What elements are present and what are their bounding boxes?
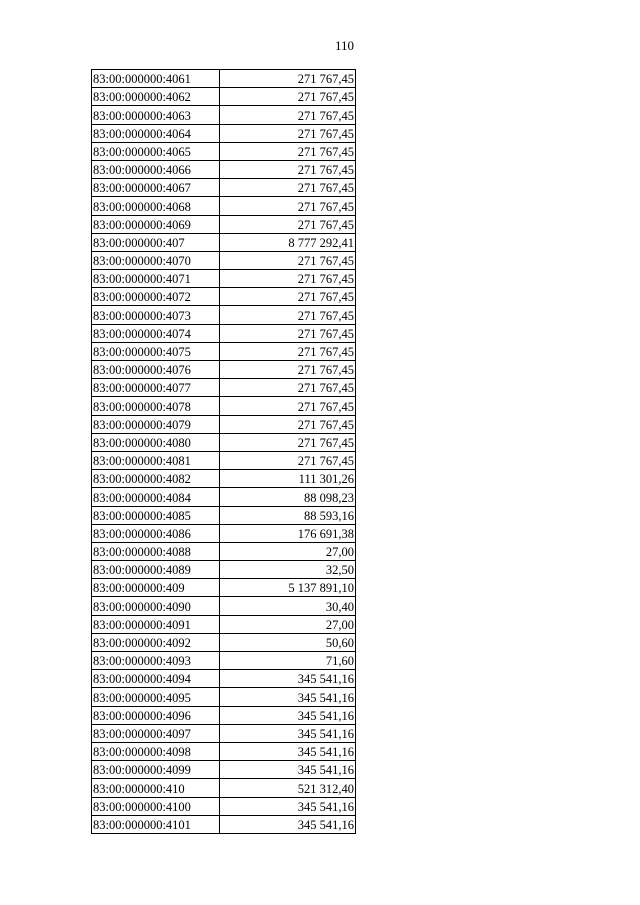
cadastral-number-cell: 83:00:000000:4064 (92, 124, 220, 142)
cadastral-number-cell: 83:00:000000:4066 (92, 160, 220, 178)
table-row (92, 415, 356, 433)
table-row (92, 779, 356, 797)
cadastral-value-cell: 271 767,45 (220, 251, 356, 269)
cadastral-number-cell: 83:00:000000:4070 (92, 251, 220, 269)
table-row (92, 815, 356, 833)
cadastral-number-cell: 83:00:000000:4098 (92, 742, 220, 760)
cadastral-number-cell: 83:00:000000:4092 (92, 633, 220, 651)
cadastral-value-cell: 71,60 (220, 652, 356, 670)
table-row (92, 742, 356, 760)
table-row (92, 524, 356, 542)
cadastral-number-cell: 83:00:000000:4094 (92, 670, 220, 688)
cadastral-value-cell: 271 767,45 (220, 70, 356, 88)
cadastral-value-cell: 32,50 (220, 561, 356, 579)
table-row (92, 561, 356, 579)
table-row (92, 470, 356, 488)
cadastral-number-cell: 83:00:000000:4096 (92, 706, 220, 724)
cadastral-number-cell: 83:00:000000:4069 (92, 215, 220, 233)
cadastral-value-cell: 271 767,45 (220, 160, 356, 178)
cadastral-number-cell: 83:00:000000:4082 (92, 470, 220, 488)
table-row (92, 652, 356, 670)
cadastral-value-cell: 271 767,45 (220, 106, 356, 124)
cadastral-value-cell: 111 301,26 (220, 470, 356, 488)
table-row (92, 706, 356, 724)
cadastral-value-cell: 271 767,45 (220, 88, 356, 106)
table-row (92, 670, 356, 688)
table-row (92, 597, 356, 615)
cadastral-number-cell: 83:00:000000:4100 (92, 797, 220, 815)
table-row (92, 488, 356, 506)
table-row (92, 324, 356, 342)
cadastral-number-cell: 83:00:000000:4101 (92, 815, 220, 833)
table-row (92, 451, 356, 469)
cadastral-value-cell: 271 767,45 (220, 324, 356, 342)
cadastral-number-cell: 83:00:000000:4081 (92, 451, 220, 469)
cadastral-number-cell: 83:00:000000:4080 (92, 433, 220, 451)
cadastral-value-table (91, 69, 356, 834)
table-row (92, 215, 356, 233)
cadastral-number-cell: 83:00:000000:4086 (92, 524, 220, 542)
cadastral-value-cell: 271 767,45 (220, 270, 356, 288)
cadastral-value-cell: 271 767,45 (220, 415, 356, 433)
table-row (92, 270, 356, 288)
table-row (92, 633, 356, 651)
table-row (92, 288, 356, 306)
table-row (92, 160, 356, 178)
table-row (92, 797, 356, 815)
table-row (92, 379, 356, 397)
cadastral-value-cell: 345 541,16 (220, 797, 356, 815)
table-row (92, 306, 356, 324)
cadastral-number-cell: 83:00:000000:4078 (92, 397, 220, 415)
cadastral-value-cell: 88 593,16 (220, 506, 356, 524)
cadastral-value-cell: 176 691,38 (220, 524, 356, 542)
cadastral-number-cell: 83:00:000000:4061 (92, 70, 220, 88)
cadastral-value-cell: 271 767,45 (220, 433, 356, 451)
cadastral-value-cell: 345 541,16 (220, 706, 356, 724)
cadastral-value-cell: 345 541,16 (220, 742, 356, 760)
cadastral-number-cell: 83:00:000000:4062 (92, 88, 220, 106)
table-row (92, 761, 356, 779)
cadastral-value-cell: 271 767,45 (220, 197, 356, 215)
cadastral-number-cell: 83:00:000000:410 (92, 779, 220, 797)
cadastral-value-cell: 271 767,45 (220, 179, 356, 197)
cadastral-value-cell: 345 541,16 (220, 815, 356, 833)
table-row (92, 124, 356, 142)
cadastral-number-cell: 83:00:000000:4073 (92, 306, 220, 324)
cadastral-value-cell: 271 767,45 (220, 361, 356, 379)
cadastral-number-cell: 83:00:000000:4089 (92, 561, 220, 579)
cadastral-value-cell: 271 767,45 (220, 451, 356, 469)
cadastral-number-cell: 83:00:000000:4095 (92, 688, 220, 706)
cadastral-value-cell: 271 767,45 (220, 124, 356, 142)
table-row (92, 506, 356, 524)
cadastral-number-cell: 83:00:000000:4079 (92, 415, 220, 433)
cadastral-number-cell: 83:00:000000:4071 (92, 270, 220, 288)
cadastral-number-cell: 83:00:000000:4067 (92, 179, 220, 197)
table-row (92, 342, 356, 360)
cadastral-number-cell: 83:00:000000:407 (92, 233, 220, 251)
table-row (92, 233, 356, 251)
cadastral-value-cell: 345 541,16 (220, 761, 356, 779)
cadastral-number-cell: 83:00:000000:4065 (92, 142, 220, 160)
table-row (92, 197, 356, 215)
cadastral-number-cell: 83:00:000000:4085 (92, 506, 220, 524)
cadastral-value-cell: 271 767,45 (220, 342, 356, 360)
cadastral-number-cell: 83:00:000000:4084 (92, 488, 220, 506)
table-row (92, 542, 356, 560)
cadastral-value-cell: 271 767,45 (220, 288, 356, 306)
cadastral-number-cell: 83:00:000000:4097 (92, 724, 220, 742)
cadastral-number-cell: 83:00:000000:4074 (92, 324, 220, 342)
cadastral-number-cell: 83:00:000000:4088 (92, 542, 220, 560)
cadastral-number-cell: 83:00:000000:4072 (92, 288, 220, 306)
cadastral-number-cell: 83:00:000000:4077 (92, 379, 220, 397)
cadastral-value-cell: 521 312,40 (220, 779, 356, 797)
cadastral-number-cell: 83:00:000000:4091 (92, 615, 220, 633)
cadastral-value-cell: 5 137 891,10 (220, 579, 356, 597)
cadastral-value-cell: 345 541,16 (220, 670, 356, 688)
cadastral-value-cell: 271 767,45 (220, 306, 356, 324)
cadastral-value-cell: 50,60 (220, 633, 356, 651)
cadastral-value-cell: 271 767,45 (220, 215, 356, 233)
cadastral-value-cell: 88 098,23 (220, 488, 356, 506)
cadastral-number-cell: 83:00:000000:409 (92, 579, 220, 597)
cadastral-value-cell: 8 777 292,41 (220, 233, 356, 251)
cadastral-number-cell: 83:00:000000:4075 (92, 342, 220, 360)
cadastral-value-cell: 345 541,16 (220, 724, 356, 742)
table-row (92, 142, 356, 160)
table-row (92, 179, 356, 197)
cadastral-number-cell: 83:00:000000:4063 (92, 106, 220, 124)
table-row (92, 433, 356, 451)
table-row (92, 88, 356, 106)
cadastral-number-cell: 83:00:000000:4093 (92, 652, 220, 670)
table-row (92, 70, 356, 88)
cadastral-number-cell: 83:00:000000:4090 (92, 597, 220, 615)
cadastral-number-cell: 83:00:000000:4099 (92, 761, 220, 779)
page-number: 110 (334, 38, 354, 53)
table-row (92, 615, 356, 633)
table-row (92, 106, 356, 124)
cadastral-value-cell: 27,00 (220, 615, 356, 633)
table-row (92, 724, 356, 742)
cadastral-value-cell: 30,40 (220, 597, 356, 615)
table-row (92, 688, 356, 706)
table-row (92, 397, 356, 415)
cadastral-number-cell: 83:00:000000:4076 (92, 361, 220, 379)
table-row (92, 579, 356, 597)
cadastral-value-cell: 271 767,45 (220, 397, 356, 415)
cadastral-value-cell: 27,00 (220, 542, 356, 560)
table-row (92, 251, 356, 269)
cadastral-value-cell: 271 767,45 (220, 379, 356, 397)
table-body (92, 70, 356, 834)
table-row (92, 361, 356, 379)
cadastral-number-cell: 83:00:000000:4068 (92, 197, 220, 215)
cadastral-value-cell: 345 541,16 (220, 688, 356, 706)
cadastral-value-cell: 271 767,45 (220, 142, 356, 160)
